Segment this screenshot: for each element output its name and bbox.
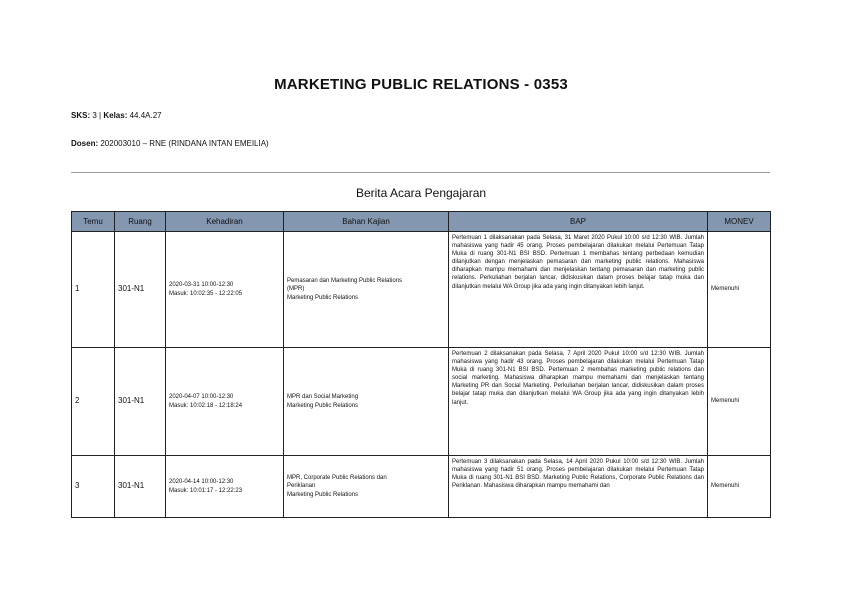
temu-cell: 1 — [72, 232, 115, 348]
topic-line: Marketing Public Relations — [287, 402, 359, 409]
column-header-bap: BAP — [449, 212, 708, 232]
page-title: MARKETING PUBLIC RELATIONS - 0353 — [274, 76, 568, 93]
attendance-time: Masuk: 10:02:18 - 12:18:24 — [169, 402, 243, 409]
topic-line: (MPR) — [287, 286, 305, 293]
kehadiran-cell — [166, 348, 284, 456]
monev-cell: Memenuhi — [708, 456, 771, 518]
schedule-time: 2020-04-14 10:00-12:30 — [169, 479, 234, 486]
sks-label: SKS: — [71, 111, 91, 120]
column-header-kehadiran: Kehadiran — [166, 212, 284, 232]
temu-cell: 3 — [72, 456, 115, 518]
ruang-cell: 301-N1 — [115, 456, 166, 518]
topic-line: Pemasaran dan Marketing Public Relations — [287, 278, 403, 285]
bahan-kajian-cell — [284, 348, 449, 456]
bahan-kajian-cell — [284, 456, 449, 518]
course-info: SKS: 3 | Kelas: 44.4A.27 — [71, 111, 162, 120]
schedule-time: 2020-03-31 10:00-12:30 — [169, 282, 234, 289]
table-header-row — [72, 212, 771, 232]
table-row — [72, 456, 771, 518]
attendance-time: Masuk: 10:02:35 - 12:22:05 — [169, 290, 243, 297]
dosen-label: Dosen: — [71, 139, 99, 148]
schedule-time: 2020-04-07 10:00-12:30 — [169, 394, 234, 401]
table-row — [72, 348, 771, 456]
sks-value: 3 — [92, 111, 97, 120]
ruang-cell: 301-N1 — [115, 348, 166, 456]
temu-cell: 2 — [72, 348, 115, 456]
ruang-cell: 301-N1 — [115, 232, 166, 348]
column-header-temu: Temu — [72, 212, 115, 232]
topic-line: Marketing Public Relations — [287, 294, 359, 301]
monev-cell: Memenuhi — [708, 348, 771, 456]
topic-line: Periklanan — [287, 483, 316, 490]
section-title: Berita Acara Pengajaran — [355, 186, 487, 200]
topic-line: MPR, Corporate Public Relations dan — [287, 475, 387, 482]
bap-cell: Pertemuan 2 dilaksanakan pada Selasa, 7 April 2020 Pukul 10:00 s/d 12:30 WIB. Jumlah mahasiswa yang hadir 43 orang. Proses pembelajaran dilakukan melalui Pertemuan Tatap Muka di ruang 301-N1 BSI BSD. Pertemuan 2 membahas marketing public relations dan social marketing. Mahasiswa diharapkan mampu memahami dan menjelaskan tentang Marketing PR dan Social Marketing. Perkuliahan berjalan lancar, didiskusikan dalam proses belajar tatap muka dan dilanjutkan melalui WA Group jika ada yang ingin ditanyakan lebih lanjut. — [449, 348, 708, 456]
divider — [71, 172, 770, 173]
kelas-value: 44.4A.27 — [129, 111, 162, 120]
bahan-kajian-cell — [284, 232, 449, 348]
attendance-time: Masuk: 10:01:17 - 12:22:23 — [169, 487, 243, 494]
topic-line: MPR dan Social Marketing — [287, 394, 359, 401]
bap-text: Pertemuan 3 dilaksanakan pada Selasa, 14 April 2020 Pukul 10:00 s/d 12:30 WIB. Jumlah mahasiswa yang hadir 51 orang. Proses pembelajaran dilakukan melalui Pertemuan Tatap Muka di ruang 301-N1 BSI BSD. Marketing Public Relations, Corporate Public Relations dan Periklanan. Mahasiswa diharapkan mampu memahami dan — [452, 459, 704, 490]
topic-line: Marketing Public Relations — [287, 491, 359, 498]
bap-table — [71, 211, 771, 518]
bap-cell — [449, 456, 708, 518]
bap-cell: Pertemuan 1 dilaksanakan pada Selasa, 31 Maret 2020 Pukul 10:00 s/d 12:30 WIB. Jumlah mahasiswa yang hadir 45 orang. Proses pembelajaran dilakukan melalui Pertemuan Tatap Muka di ruang 301-N1 BSI BSD. Pertemuan 1 membahas tentang perbedaan kemudian dilanjutkan dengan menjelaskan pemasaran dan marketing public relations. Mahasiswa diharapkan mampu memahami dan menjelaskan tentang pemasaran dan marketing public relations. Perkuliahan berjalan lancar, didiskusikan dalam proses belajar tatap muka dan dilanjutkan melalui WA Group jika ada yang ingin ditanyakan lebih lanjut. — [449, 232, 708, 348]
kelas-label: Kelas: — [103, 111, 128, 120]
column-header-bahan-kajian: Bahan Kajian — [284, 212, 449, 232]
lecturer-info — [71, 139, 269, 148]
table-row — [72, 232, 771, 348]
kehadiran-cell — [166, 232, 284, 348]
column-header-monev: MONEV — [708, 212, 771, 232]
kehadiran-cell — [166, 456, 284, 518]
monev-cell: Memenuhi — [708, 232, 771, 348]
column-header-ruang: Ruang — [115, 212, 166, 232]
dosen-value: 202003010 – RNE (RINDANA INTAN EMEILIA) — [100, 139, 269, 148]
